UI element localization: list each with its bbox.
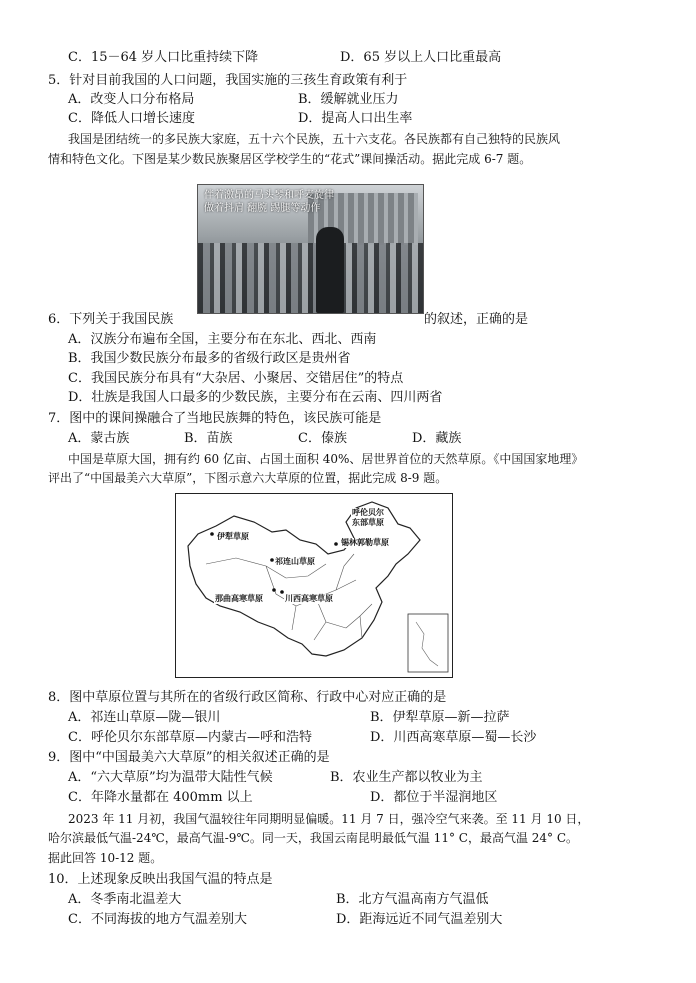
photo-caption-1: 伴着激昂的马头琴和呼麦旋律 <box>204 190 334 201</box>
china-outline-svg <box>176 494 452 677</box>
china-border <box>188 502 420 656</box>
passage-6-7-line1: 我国是团结统一的多民族大家庭，五十六个民族，五十六支花。各民族都有自己独特的民族风 <box>68 132 561 146</box>
xilingol-dot <box>334 542 338 546</box>
q4-option-d: D．65 岁以上人口比重最高 <box>340 50 502 65</box>
question-6-suffix: 的叙述，正确的是 <box>424 312 529 327</box>
label-xilingol: 锡林郭勒草原 <box>341 538 389 547</box>
q7-option-d: D．藏族 <box>412 431 462 446</box>
q8-option-c: C．呼伦贝尔东部草原—内蒙古—呼和浩特 <box>68 730 312 745</box>
question-5: 5．针对目前我国的人口问题，我国实施的三孩生育政策有利于 <box>48 73 408 88</box>
q10-option-c: C．不同海拔的地方气温差别大 <box>68 912 247 927</box>
label-qilian: 祁连山草原 <box>275 557 315 566</box>
label-hulunbuir: 呼伦贝尔 东部草原 <box>352 508 384 527</box>
naqu-dot <box>272 588 276 592</box>
q5-option-d: D．提高人口出生率 <box>298 111 413 126</box>
q8-option-d: D．川西高寒草原—蜀—长沙 <box>370 730 537 745</box>
south-sea-inset <box>408 614 448 672</box>
passage-10-12-line3: 据此回答 10-12 题。 <box>48 851 163 865</box>
dance-photo <box>197 184 424 314</box>
q7-option-a: A．蒙古族 <box>68 431 130 446</box>
q6-option-d: D．壮族是我国人口最多的少数民族，主要分布在云南、四川两省 <box>68 390 443 405</box>
q5-option-b: B．缓解就业压力 <box>298 92 399 107</box>
yili-dot <box>210 532 214 536</box>
label-yili: 伊犁草原 <box>217 532 249 541</box>
passage-10-12-line2: 哈尔滨最低气温-24℃，最高气温-9℃。同一天，我国云南昆明最低气温 11° C，最高气温 24° C。 <box>48 831 579 845</box>
passage-8-9-line1: 中国是草原大国，拥有约 60 亿亩、占国土面积 40%、居世界首位的天然草原。《中国国家地理》 <box>68 452 584 466</box>
q9-option-c: C．年降水量都在 400mm 以上 <box>68 790 253 805</box>
passage-10-12-line1: 2023 年 11 月初，我国气温较往年同期明显偏暖。11 月 7 日，强冷空气来袭。至 11 月 10 日， <box>68 812 590 826</box>
q8-option-b: B．伊犁草原—新—拉萨 <box>370 710 510 725</box>
question-7: 7．图中的课间操融合了当地民族舞的特色，该民族可能是 <box>48 411 382 426</box>
question-8: 8．图中草原位置与其所在的省级行政区简称、行政中心对应正确的是 <box>48 690 447 705</box>
q7-option-c: C．傣族 <box>298 431 347 446</box>
question-10: 10．上述现象反映出我国气温的特点是 <box>48 872 273 887</box>
passage-6-7-line2: 情和特色文化。下图是某少数民族聚居区学校学生的“花式”课间操活动。据此完成 6-7 题。 <box>48 152 532 166</box>
q8-option-a: A．祁连山草原—陇—银川 <box>68 710 221 725</box>
question-9: 9．图中“中国最美六大草原”的相关叙述正确的是 <box>48 750 330 765</box>
q6-option-c: C．我国民族分布具有“大杂居、小聚居、交错居住”的特点 <box>68 371 404 386</box>
q10-option-d: D．距海远近不同气温差别大 <box>336 912 503 927</box>
q10-option-b: B．北方气温高南方气温低 <box>336 892 489 907</box>
q6-option-b: B．我国少数民族分布最多的省级行政区是贵州省 <box>68 351 351 366</box>
q10-option-a: A．冬季南北温差大 <box>68 892 182 907</box>
q5-option-c: C．降低人口增长速度 <box>68 111 195 126</box>
q9-option-a: A．“六大草原”均为温带大陆性气候 <box>68 770 273 785</box>
label-naqu: 那曲高寒草原 <box>215 594 263 603</box>
photo-caption-2: 做着抖肩 翻腕 踢腿等动作 <box>204 203 321 214</box>
q6-option-a: A．汉族分布遍布全国，主要分布在东北、西北、西南 <box>68 332 377 347</box>
question-6-prefix: 6．下列关于我国民族 <box>48 312 174 327</box>
q5-option-a: A．改变人口分布格局 <box>68 92 195 107</box>
passage-8-9-line2: 评出了“中国最美六大草原”，下图示意六大草原的位置，据此完成 8-9 题。 <box>48 471 448 485</box>
q9-option-d: D．都位于半湿润地区 <box>370 790 498 805</box>
q4-option-c: C．15－64 岁人口比重持续下降 <box>68 50 259 65</box>
label-chuanxi: 川西高寒草原 <box>285 594 333 603</box>
grassland-map <box>175 493 453 678</box>
q9-option-b: B．农业生产都以牧业为主 <box>330 770 483 785</box>
q7-option-b: B．苗族 <box>184 431 233 446</box>
